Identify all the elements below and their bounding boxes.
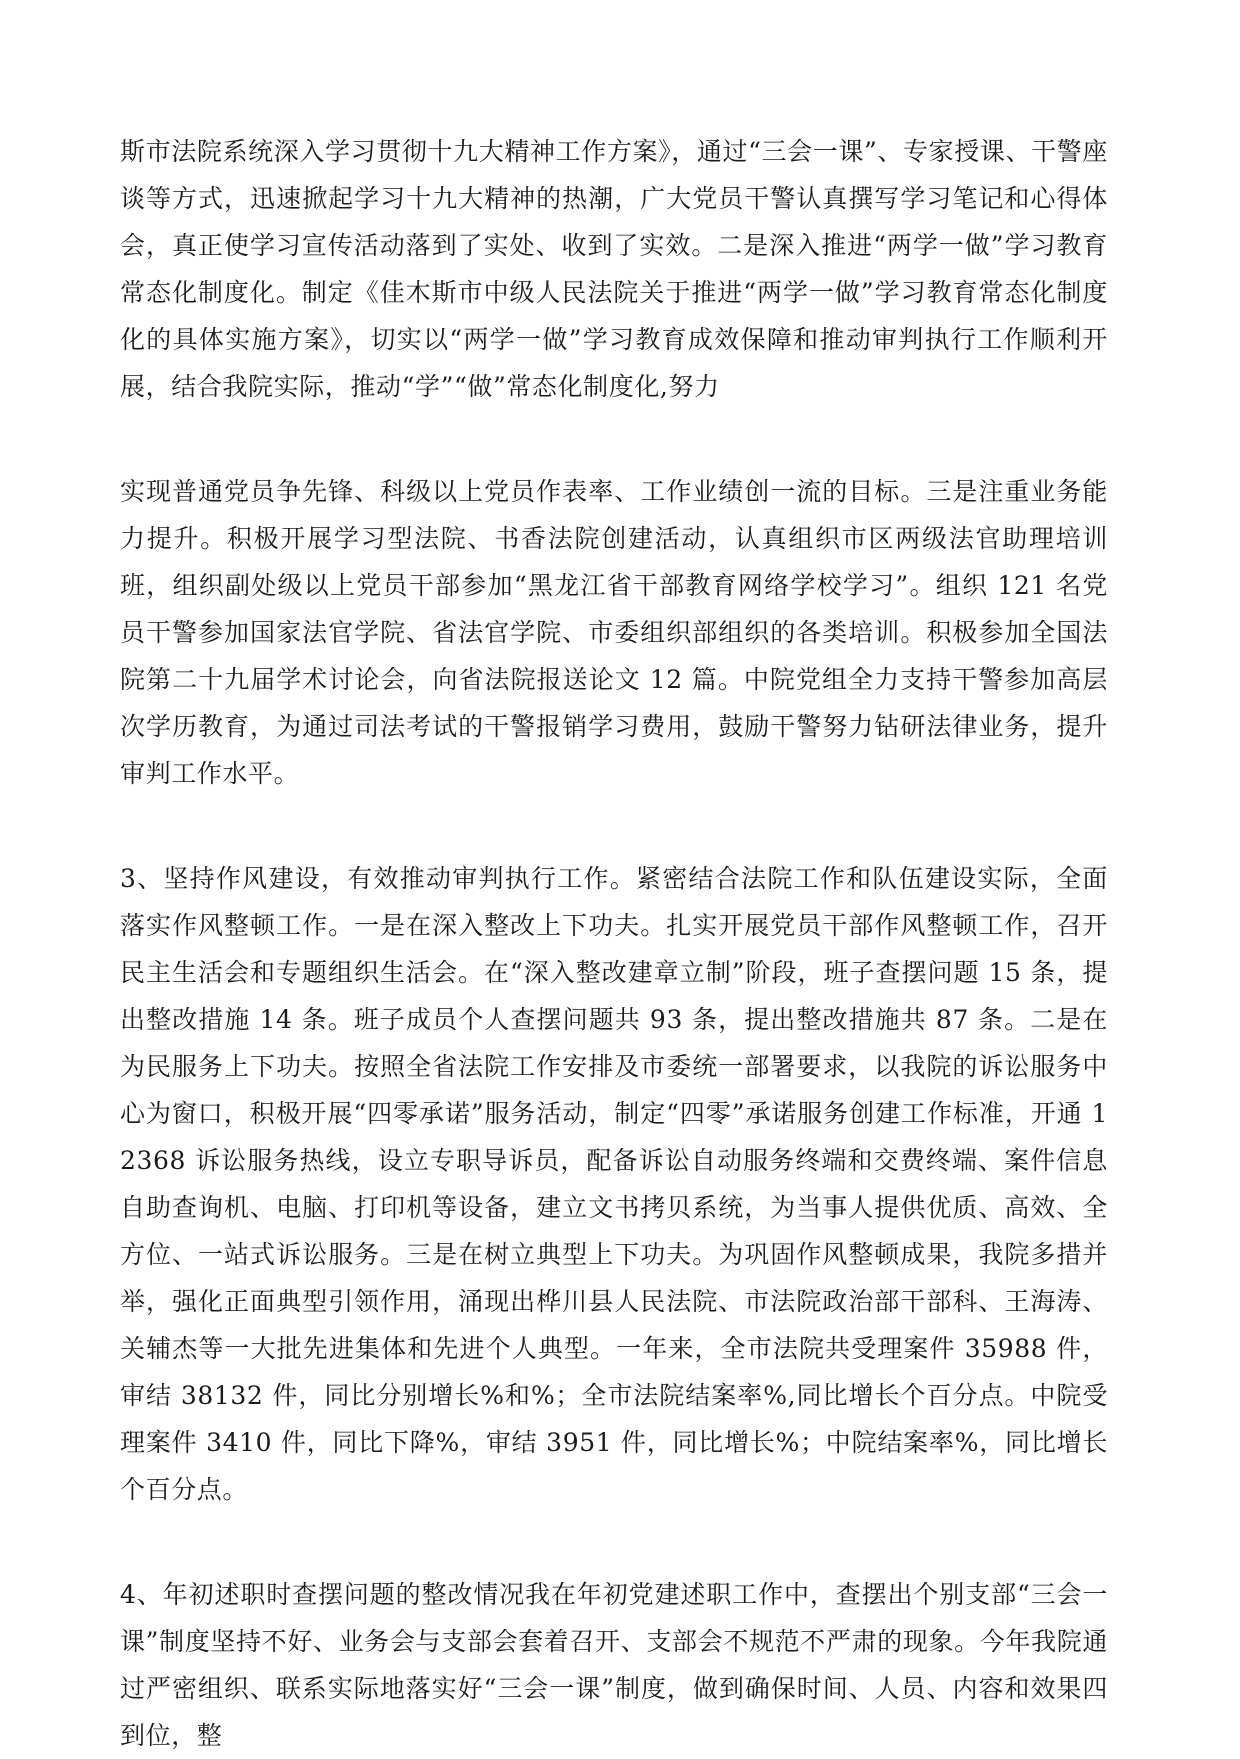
paragraph-work-style: 3、坚持作风建设，有效推动审判执行工作。紧密结合法院工作和队伍建设实际，全面落实作风整顿工作。一是在深入整改上下功夫。扎实开展党员干部作风整顿工作，召开民主生活会和专题组织生活会。在“深入整改建章立制”阶段，班子查摆问题 15 条，提出整改措施 14 条。班子成员个人查摆问题共 93 条，提出整改措施共 87 条。二是在为民服务上下功夫。按照全省法院工作安排及市委统一部署要求，以我院的诉讼服务中心为窗口，积极开展“四零承诺”服务活动，制定“四零”承诺服务创建工作标准，开通 12368 诉讼服务热线，设立专职导诉员，配备诉讼自动服务终端和交费终端、案件信息自助查询机、电脑、打印机等设备，建立文书拷贝系统，为当事人提供优质、高效、全方位、一站式诉讼服务。三是在树立典型上下功夫。为巩固作风整顿成果，我院多措并举，强化正面典型引领作用，涌现出桦川县人民法院、市法院政治部干部科、王海涛、关辅杰等一大批先进集体和先进个人典型。一年来，全市法院共受理案件 35988 件，审结 38132 件，同比分别增长%和%；全市法院结案率%,同比增长个百分点。中院受理案件 3410 件，同比下降%，审结 3951 件，同比增长%；中院结案率%，同比增长个百分点。 [120, 864, 1108, 1504]
paragraph-rectification: 4、年初述职时查摆问题的整改情况我在年初党建述职工作中，查摆出个别支部“三会一课”制度坚持不好、业务会与支部会套着召开、支部会不规范不严肃的现象。今年我院通过严密组织、联系实际地落实好“三会一课”制度，做到确保时间、人员、内容和效果四到位，整 [120, 1580, 1108, 1750]
paragraph-study-plan: 斯市法院系统深入学习贯彻十九大精神工作方案》，通过“三会一课”、专家授课、干警座谈等方式，迅速掀起学习十九大精神的热潮，广大党员干警认真撰写学习笔记和心得体会，真正使学习宣传活动落到了实处、收到了实效。二是深入推进“两学一做”学习教育常态化制度化。制定《佳木斯市中级人民法院关于推进“两学一做”学习教育常态化制度化的具体实施方案》，切实以“两学一做”学习教育成效保障和推动审判执行工作顺利开展，结合我院实际，推动“学”“做”常态化制度化,努力 [120, 137, 1108, 401]
paragraph-business-ability: 实现普通党员争先锋、科级以上党员作表率、工作业绩创一流的目标。三是注重业务能力提升。积极开展学习型法院、书香法院创建活动，认真组织市区两级法官助理培训班，组织副处级以上党员干部参加“黑龙江省干部教育网络学校学习”。组织 121 名党员干警参加国家法官学院、省法官学院、市委组织部组织的各类培训。积极参加全国法院第二十九届学术讨论会，向省法院报送论文 12 篇。中院党组全力支持干警参加高层次学历教育，为通过司法考试的干警报销学习费用，鼓励干警努力钻研法律业务，提升审判工作水平。 [120, 477, 1108, 788]
